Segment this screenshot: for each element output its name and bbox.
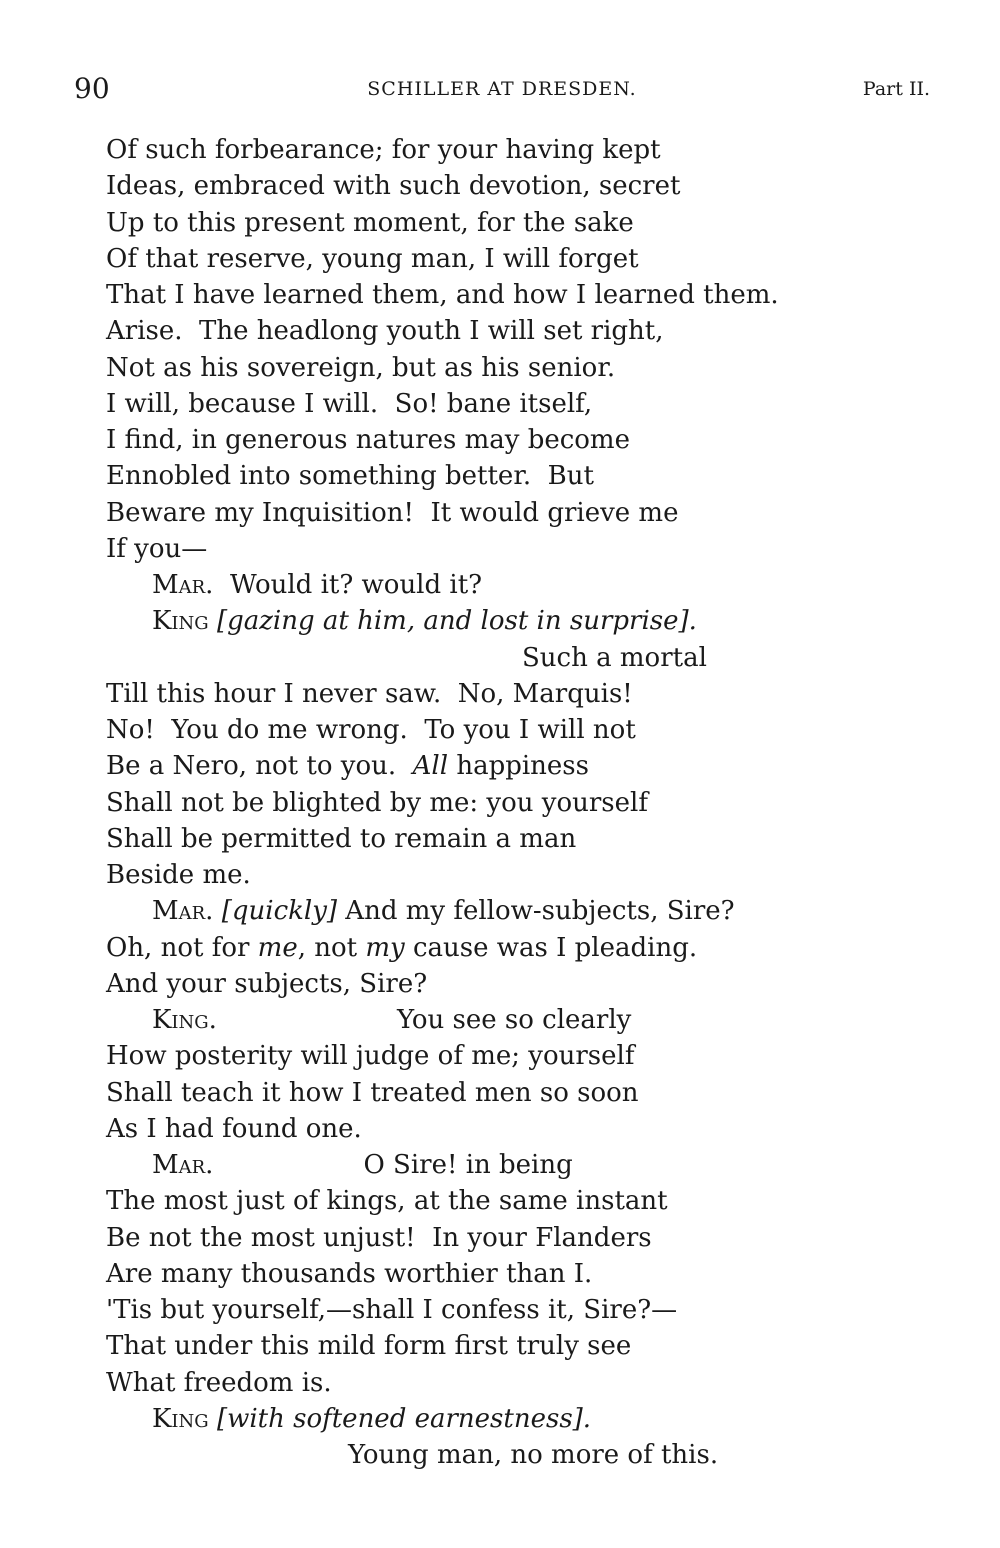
verse-line: As I had found one. [106, 1113, 362, 1144]
verse-text [106, 132, 906, 1473]
speaker-name: Mar. [152, 896, 214, 927]
speech-line [106, 1002, 906, 1038]
verse-line: Not as his sovereign, but as his senior. [106, 352, 616, 383]
speaker-name: King. [152, 1005, 217, 1035]
emphasis: me [257, 932, 298, 963]
speech-text: You see so clearly [396, 1005, 632, 1035]
verse-text-run: Oh, not for [106, 932, 258, 963]
speech-text: And my fellow-subjects, Sire? [337, 896, 735, 927]
speech-text: O Sire! in being [363, 1150, 573, 1180]
verse-line: That under this mild form first truly see [106, 1331, 632, 1362]
page-header [74, 72, 930, 108]
speech-line [106, 1401, 906, 1437]
verse-line: Shall teach it how I treated men so soon [106, 1077, 639, 1108]
speech-text: Would it? would it? [229, 570, 483, 600]
verse-text-run: cause was I pleading. [404, 932, 698, 963]
verse-text-run: , not [297, 932, 366, 963]
verse-line: No! You do me wrong. To you I will not [106, 715, 636, 745]
verse-line: Beside me. [106, 860, 251, 890]
verse-line [106, 930, 906, 966]
emphasis: my [365, 932, 405, 963]
verse-text-run: Be a Nero, not to you. [106, 751, 413, 782]
verse-line: Be not the most unjust! In your Flanders [106, 1222, 652, 1253]
verse-line: 'Tis but yourself,—shall I confess it, Sire?— [106, 1295, 678, 1325]
verse-line: Young man, no more of this. [348, 1440, 719, 1470]
verse-line: How posterity will judge of me; yourself [106, 1041, 635, 1072]
stage-direction: [quickly] [221, 896, 338, 927]
verse-text-run: happiness [448, 751, 589, 782]
verse-line: Arise. The headlong youth I will set right, [106, 316, 664, 347]
verse-line [106, 748, 906, 784]
verse-line: And your subjects, Sire? [106, 968, 428, 999]
verse-line: Shall be permitted to remain a man [106, 823, 577, 854]
verse-line: Of such forbearance; for your having kept [106, 135, 661, 165]
verse-line: Ennobled into something better. But [106, 461, 594, 492]
stage-direction: [with softened earnestness]. [216, 1403, 592, 1434]
verse-line: Such a mortal [522, 642, 707, 673]
verse-line: What freedom is. [106, 1367, 332, 1398]
speaker-name: Mar. [152, 1150, 214, 1180]
speaker-name: Mar. [152, 570, 214, 600]
verse-line: Till this hour I never saw. No, Marquis! [106, 678, 633, 709]
part-label: Part II. [862, 78, 930, 100]
page-number: 90 [74, 72, 110, 105]
verse-line: I find, in generous natures may become [106, 425, 630, 455]
verse-line: Of that reserve, young man, I will forget [106, 243, 639, 274]
verse-line: If you— [106, 533, 208, 564]
verse-line: Are many thousands worthier than I. [106, 1258, 593, 1289]
verse-line: Shall not be blighted by me: you yourself [106, 787, 648, 818]
verse-line: Beware my Inquisition! It would grieve me [106, 497, 679, 528]
verse-line: Ideas, embraced with such devotion, secret [106, 171, 681, 202]
speech-line [106, 1147, 906, 1183]
speech-line [106, 567, 906, 603]
speaker-name: King [152, 1403, 209, 1434]
verse-line: The most just of kings, at the same instant [106, 1186, 668, 1217]
speech-line [106, 603, 906, 639]
running-title: SCHILLER AT DRESDEN. [367, 78, 637, 100]
speaker-name: King [152, 606, 209, 637]
stage-direction: [gazing at him, and lost in surprise]. [216, 606, 697, 637]
verse-line: Up to this present moment, for the sake [106, 207, 634, 238]
verse-line: I will, because I will. So! bane itself, [106, 388, 593, 419]
verse-line: That I have learned them, and how I learned them. [106, 280, 779, 310]
speech-line [106, 893, 906, 929]
emphasis: All [412, 751, 449, 782]
